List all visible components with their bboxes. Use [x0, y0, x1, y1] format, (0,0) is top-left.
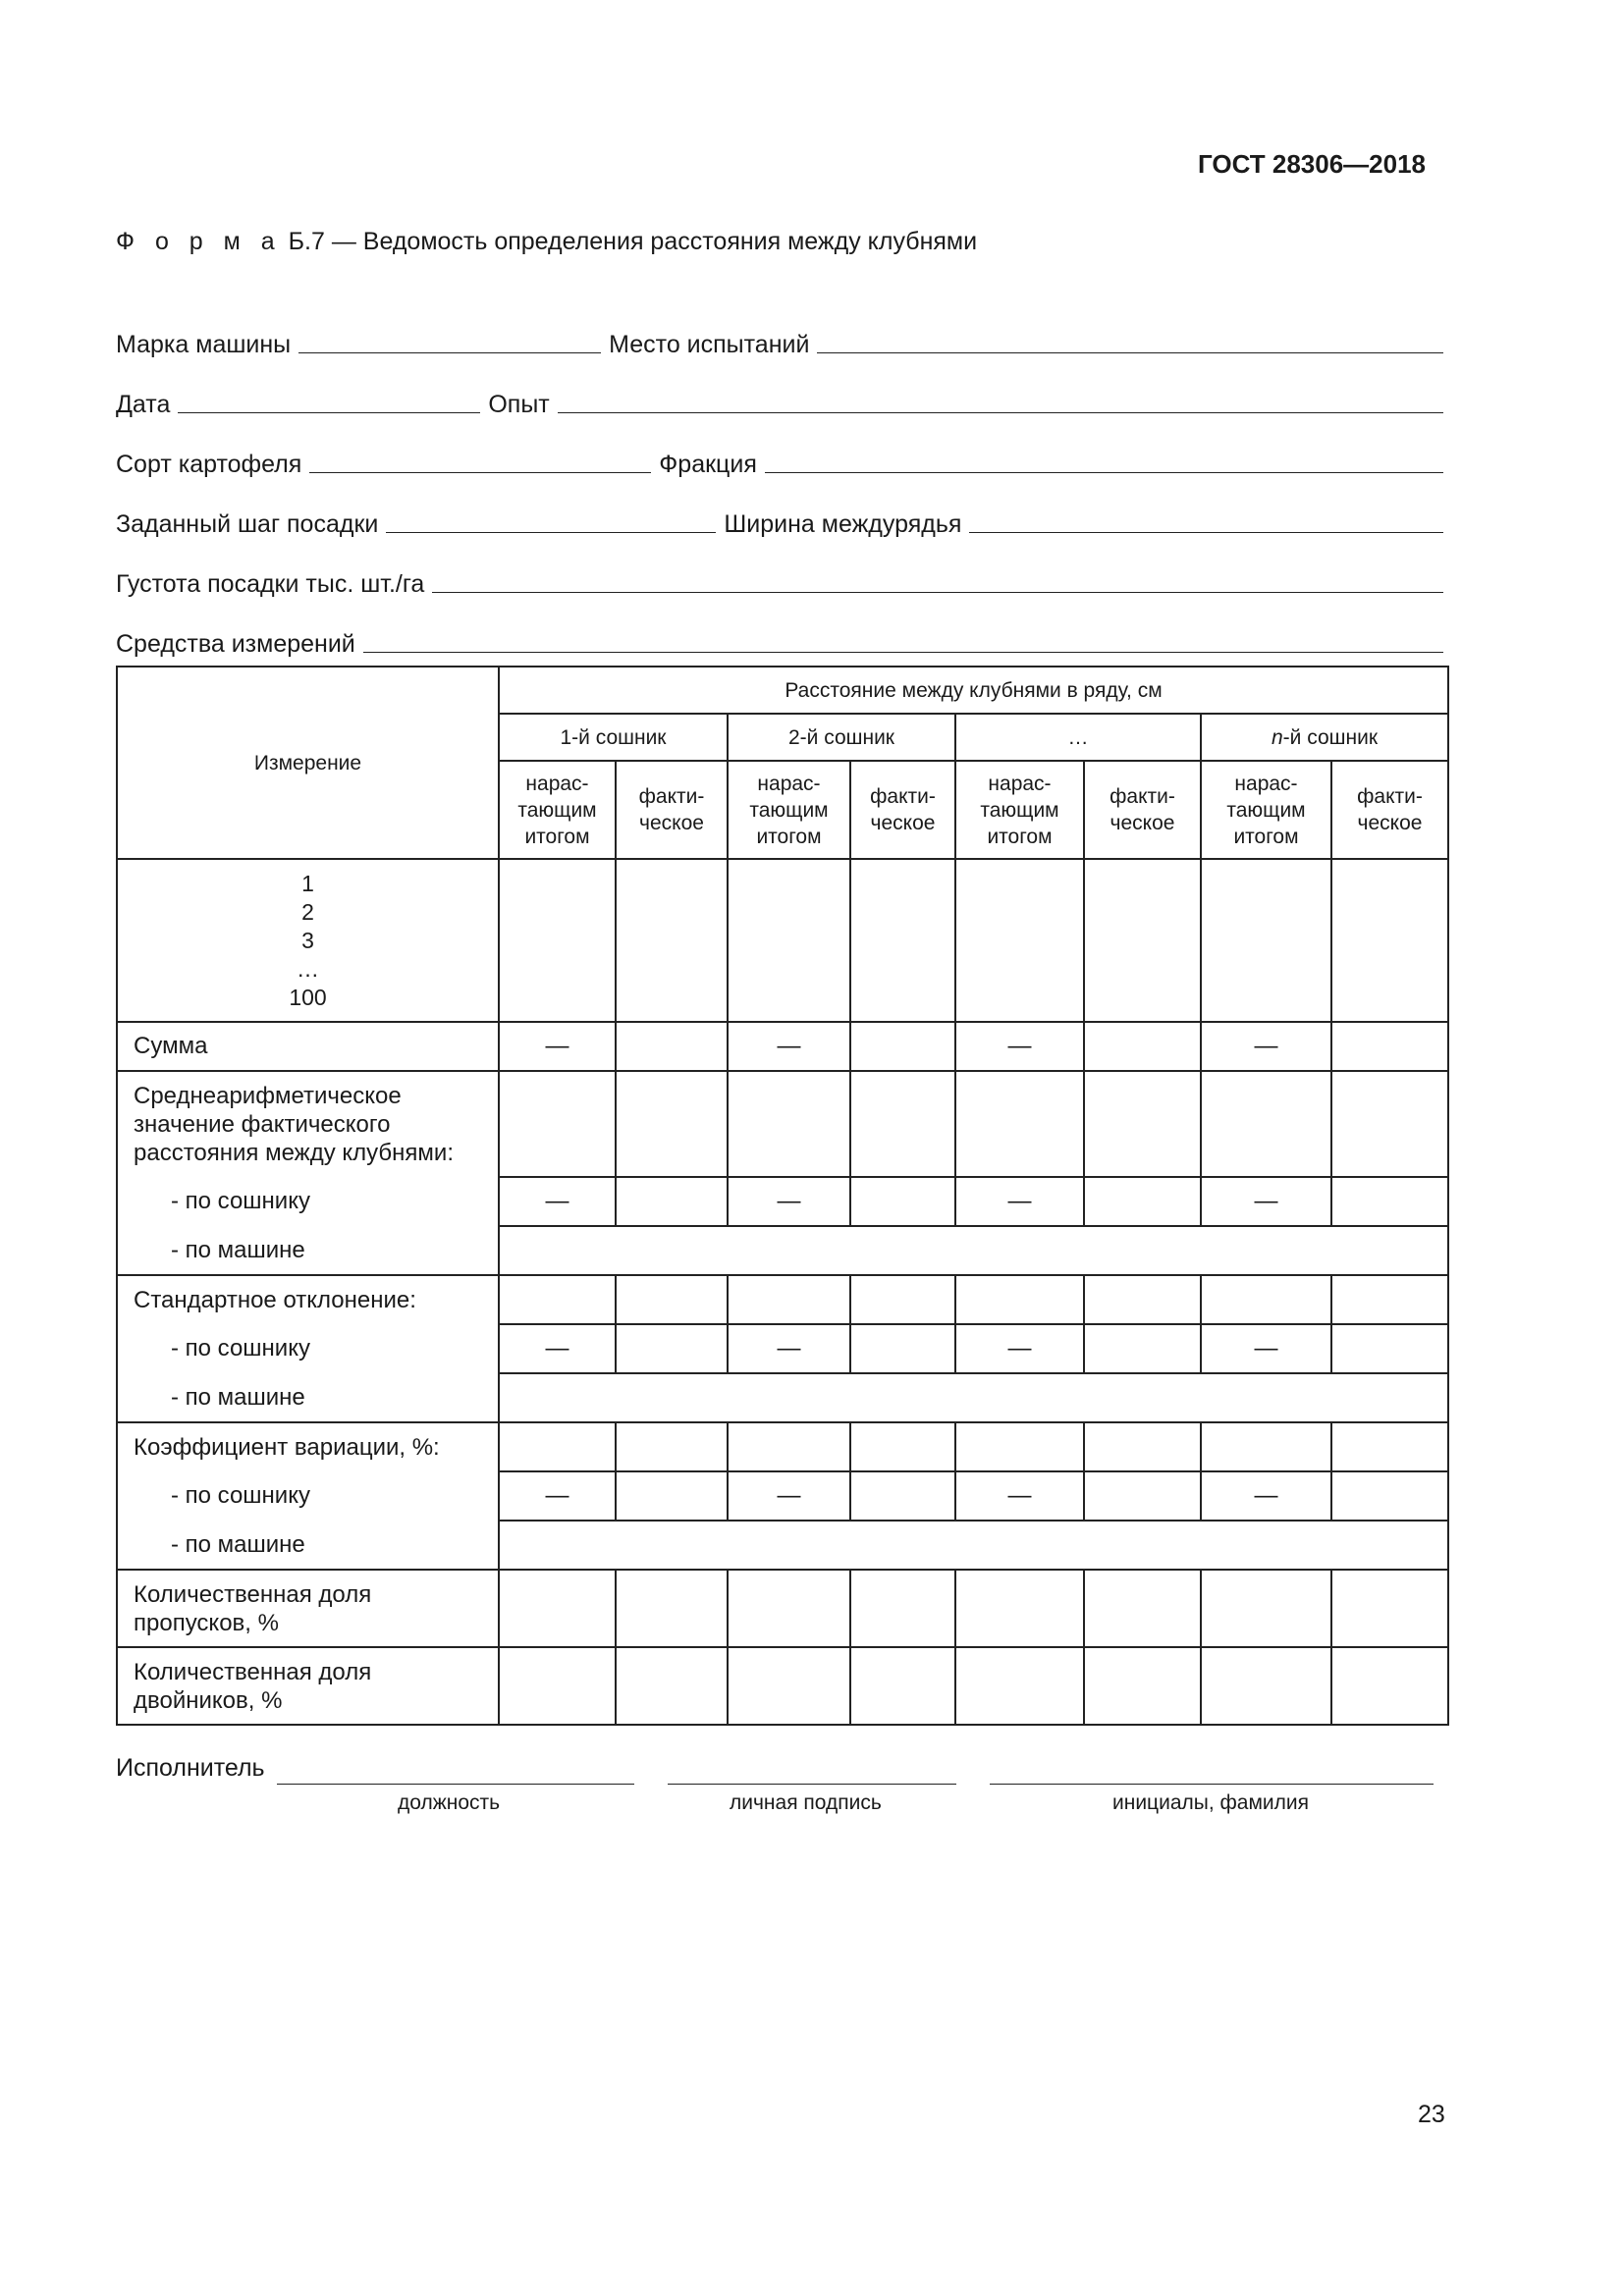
cell[interactable] — [1331, 1471, 1448, 1521]
cell[interactable] — [728, 1275, 850, 1324]
field-row — [116, 539, 1443, 599]
row-label-cv: Коэффициент вариации, %: — [117, 1422, 499, 1471]
field-input-machine-brand[interactable] — [298, 325, 601, 353]
field-label-measuring-tools: Средства измерений — [116, 630, 355, 658]
cell[interactable] — [728, 1422, 850, 1471]
merged-cell[interactable] — [499, 1373, 1448, 1422]
cell[interactable] — [850, 1570, 955, 1647]
cell[interactable] — [616, 1275, 728, 1324]
cell[interactable] — [850, 1324, 955, 1373]
page-number: 23 — [1418, 2101, 1445, 2128]
cell[interactable] — [850, 1647, 955, 1725]
cell[interactable] — [1201, 1647, 1331, 1725]
table-row-mean — [117, 1071, 1448, 1177]
sub-header-cumulative: нарас- тающим итогом — [955, 761, 1084, 859]
table-row-cv-machine — [117, 1521, 1448, 1570]
form-title — [116, 228, 977, 256]
table-row-mean-machine — [117, 1226, 1448, 1275]
cell[interactable] — [850, 859, 955, 1022]
cell[interactable] — [1084, 859, 1201, 1022]
measurement-numbers — [117, 859, 499, 1022]
measurement-number: 1 — [301, 870, 314, 896]
cell[interactable] — [1201, 1275, 1331, 1324]
cell[interactable] — [499, 1422, 616, 1471]
dash-cell: — — [1201, 1022, 1331, 1071]
row-label-by-opener: - по сошнику — [117, 1177, 499, 1226]
cell[interactable] — [955, 1071, 1084, 1177]
table-row-cv-opener — [117, 1471, 1448, 1521]
sub-header-actual: факти- ческое — [850, 761, 955, 859]
field-label-planting-density: Густота посадки тыс. шт./га — [116, 570, 425, 598]
cell[interactable] — [616, 1422, 728, 1471]
cell[interactable] — [1084, 1647, 1201, 1725]
field-label-test-site: Место испытаний — [609, 331, 810, 358]
form-prefix: Ф о р м а — [116, 228, 282, 255]
field-label-machine-brand: Марка машины — [116, 331, 292, 358]
cell[interactable] — [1331, 1022, 1448, 1071]
field-row — [116, 419, 1443, 479]
table-row-misses — [117, 1570, 1448, 1647]
field-input-date[interactable] — [178, 385, 480, 413]
cell[interactable] — [850, 1022, 955, 1071]
cell[interactable] — [616, 1647, 728, 1725]
cell[interactable] — [1331, 1324, 1448, 1373]
field-label-date: Дата — [116, 391, 171, 418]
field-row — [116, 299, 1443, 359]
cell[interactable] — [616, 1177, 728, 1226]
cell[interactable] — [850, 1422, 955, 1471]
row-label-by-machine: - по машине — [117, 1226, 499, 1275]
cell[interactable] — [1084, 1471, 1201, 1521]
measurement-number: 3 — [301, 927, 314, 953]
measurement-table — [116, 666, 1449, 1726]
dash-cell: — — [728, 1324, 850, 1373]
dash-cell: — — [728, 1471, 850, 1521]
dash-cell: — — [955, 1177, 1084, 1226]
cell[interactable] — [955, 1647, 1084, 1725]
cell[interactable] — [1331, 1570, 1448, 1647]
signature-sign-line[interactable] — [668, 1782, 956, 1785]
cell[interactable] — [616, 1022, 728, 1071]
cell[interactable] — [1201, 1570, 1331, 1647]
sub-header-cumulative: нарас- тающим итогом — [1201, 761, 1331, 859]
dash-cell: — — [728, 1022, 850, 1071]
cell[interactable] — [616, 1071, 728, 1177]
field-input-measuring-tools[interactable] — [363, 624, 1443, 653]
field-input-planting-density[interactable] — [432, 564, 1443, 593]
row-label-by-machine: - по машине — [117, 1373, 499, 1422]
dash-cell: — — [955, 1471, 1084, 1521]
cell[interactable] — [499, 1275, 616, 1324]
table-row-cv — [117, 1422, 1448, 1471]
dash-cell: — — [499, 1022, 616, 1071]
col-header-opener-n — [1201, 714, 1448, 761]
dash-cell: — — [1201, 1471, 1331, 1521]
cell[interactable] — [850, 1071, 955, 1177]
row-label-by-machine: - по машине — [117, 1521, 499, 1570]
header-fields — [116, 299, 1443, 659]
measurement-number: … — [297, 955, 319, 982]
cell[interactable] — [1201, 859, 1331, 1022]
col-header-opener-ellipsis: … — [955, 714, 1201, 761]
cell[interactable] — [850, 1177, 955, 1226]
cell[interactable] — [728, 1071, 850, 1177]
field-row — [116, 359, 1443, 419]
signature-label: Исполнитель — [116, 1754, 265, 1782]
cell[interactable] — [1201, 1422, 1331, 1471]
table-row-measurements — [117, 859, 1448, 1022]
table-row-sum — [117, 1022, 1448, 1071]
signature-name-line[interactable] — [990, 1782, 1434, 1785]
dash-cell: — — [955, 1022, 1084, 1071]
field-input-row-spacing[interactable] — [969, 505, 1443, 533]
cell[interactable] — [1084, 1177, 1201, 1226]
caption-signature: личная подпись — [730, 1791, 882, 1814]
cell[interactable] — [499, 859, 616, 1022]
col-header-distance: Расстояние между клубнями в ряду, см — [499, 667, 1448, 714]
cell[interactable] — [499, 1647, 616, 1725]
cell[interactable] — [1084, 1071, 1201, 1177]
cell[interactable] — [1331, 1071, 1448, 1177]
cell[interactable] — [1201, 1071, 1331, 1177]
row-label-by-opener: - по сошнику — [117, 1324, 499, 1373]
cell[interactable] — [616, 1471, 728, 1521]
cell[interactable] — [955, 1422, 1084, 1471]
cell[interactable] — [616, 1570, 728, 1647]
dash-cell: — — [499, 1471, 616, 1521]
merged-cell[interactable] — [499, 1521, 1448, 1570]
caption-position: должность — [398, 1791, 501, 1814]
cell[interactable] — [1084, 1022, 1201, 1071]
measurement-number: 2 — [301, 898, 314, 925]
cell[interactable] — [1331, 1647, 1448, 1725]
cell[interactable] — [616, 1324, 728, 1373]
field-row — [116, 479, 1443, 539]
field-label-fraction: Фракция — [659, 451, 757, 478]
merged-cell[interactable] — [499, 1226, 1448, 1275]
sub-header-cumulative: нарас- тающим итогом — [728, 761, 850, 859]
cell[interactable] — [728, 1647, 850, 1725]
cell[interactable] — [1084, 1422, 1201, 1471]
cell[interactable] — [1331, 1177, 1448, 1226]
cell[interactable] — [1084, 1324, 1201, 1373]
cell[interactable] — [850, 1471, 955, 1521]
table-row-stdev-opener — [117, 1324, 1448, 1373]
caption-initials: инициалы, фамилия — [1112, 1791, 1309, 1814]
row-label-misses: Количественная доля пропусков, % — [117, 1570, 499, 1647]
cell[interactable] — [955, 859, 1084, 1022]
field-input-experiment[interactable] — [558, 385, 1443, 413]
field-input-planting-step[interactable] — [386, 505, 716, 533]
cell[interactable] — [1331, 1422, 1448, 1471]
cell[interactable] — [1331, 859, 1448, 1022]
dash-cell: — — [1201, 1324, 1331, 1373]
measurement-number: 100 — [289, 984, 327, 1010]
row-label-mean: Среднеарифметическое значение фактического расстояния между клубнями: — [117, 1071, 499, 1177]
sub-header-actual: факти- ческое — [616, 761, 728, 859]
dash-cell: — — [728, 1177, 850, 1226]
signature-position-line[interactable] — [277, 1782, 634, 1785]
dash-cell: — — [955, 1324, 1084, 1373]
row-label-stdev: Стандартное отклонение: — [117, 1275, 499, 1324]
dash-cell: — — [499, 1324, 616, 1373]
col-header-measurement: Измерение — [117, 667, 499, 859]
opener-n-label: -й сошник — [1282, 725, 1379, 749]
cell[interactable] — [499, 1071, 616, 1177]
cell[interactable] — [1084, 1275, 1201, 1324]
table-row-mean-opener — [117, 1177, 1448, 1226]
row-label-doubles: Количественная доля двойников, % — [117, 1647, 499, 1725]
field-label-potato-variety: Сорт картофеля — [116, 451, 302, 478]
dash-cell: — — [1201, 1177, 1331, 1226]
dash-cell: — — [499, 1177, 616, 1226]
signature-block — [116, 1754, 1447, 1814]
col-header-opener-1: 1-й сошник — [499, 714, 728, 761]
cell[interactable] — [850, 1275, 955, 1324]
table-row-stdev-machine — [117, 1373, 1448, 1422]
sub-header-actual: факти- ческое — [1331, 761, 1448, 859]
form-name: Б.7 — Ведомость определения расстояния между клубнями — [281, 228, 978, 255]
cell[interactable] — [728, 859, 850, 1022]
cell[interactable] — [499, 1570, 616, 1647]
standard-code: ГОСТ 28306—2018 — [1198, 149, 1426, 179]
row-label-by-opener: - по сошнику — [117, 1471, 499, 1521]
field-row — [116, 599, 1443, 659]
col-header-opener-2: 2-й сошник — [728, 714, 955, 761]
cell[interactable] — [955, 1570, 1084, 1647]
field-label-experiment: Опыт — [488, 391, 550, 418]
sub-header-actual: факти- ческое — [1084, 761, 1201, 859]
field-label-planting-step: Заданный шаг посадки — [116, 510, 379, 538]
field-input-fraction[interactable] — [765, 445, 1443, 473]
opener-n-letter: n — [1271, 725, 1283, 749]
cell[interactable] — [1331, 1275, 1448, 1324]
table-row-doubles — [117, 1647, 1448, 1725]
cell[interactable] — [616, 859, 728, 1022]
table-row-stdev — [117, 1275, 1448, 1324]
sub-header-cumulative: нарас- тающим итогом — [499, 761, 616, 859]
cell[interactable] — [955, 1275, 1084, 1324]
field-input-potato-variety[interactable] — [309, 445, 651, 473]
cell[interactable] — [1084, 1570, 1201, 1647]
field-input-test-site[interactable] — [817, 325, 1443, 353]
field-label-row-spacing: Ширина междурядья — [724, 510, 962, 538]
row-label-sum: Сумма — [117, 1022, 499, 1071]
cell[interactable] — [728, 1570, 850, 1647]
